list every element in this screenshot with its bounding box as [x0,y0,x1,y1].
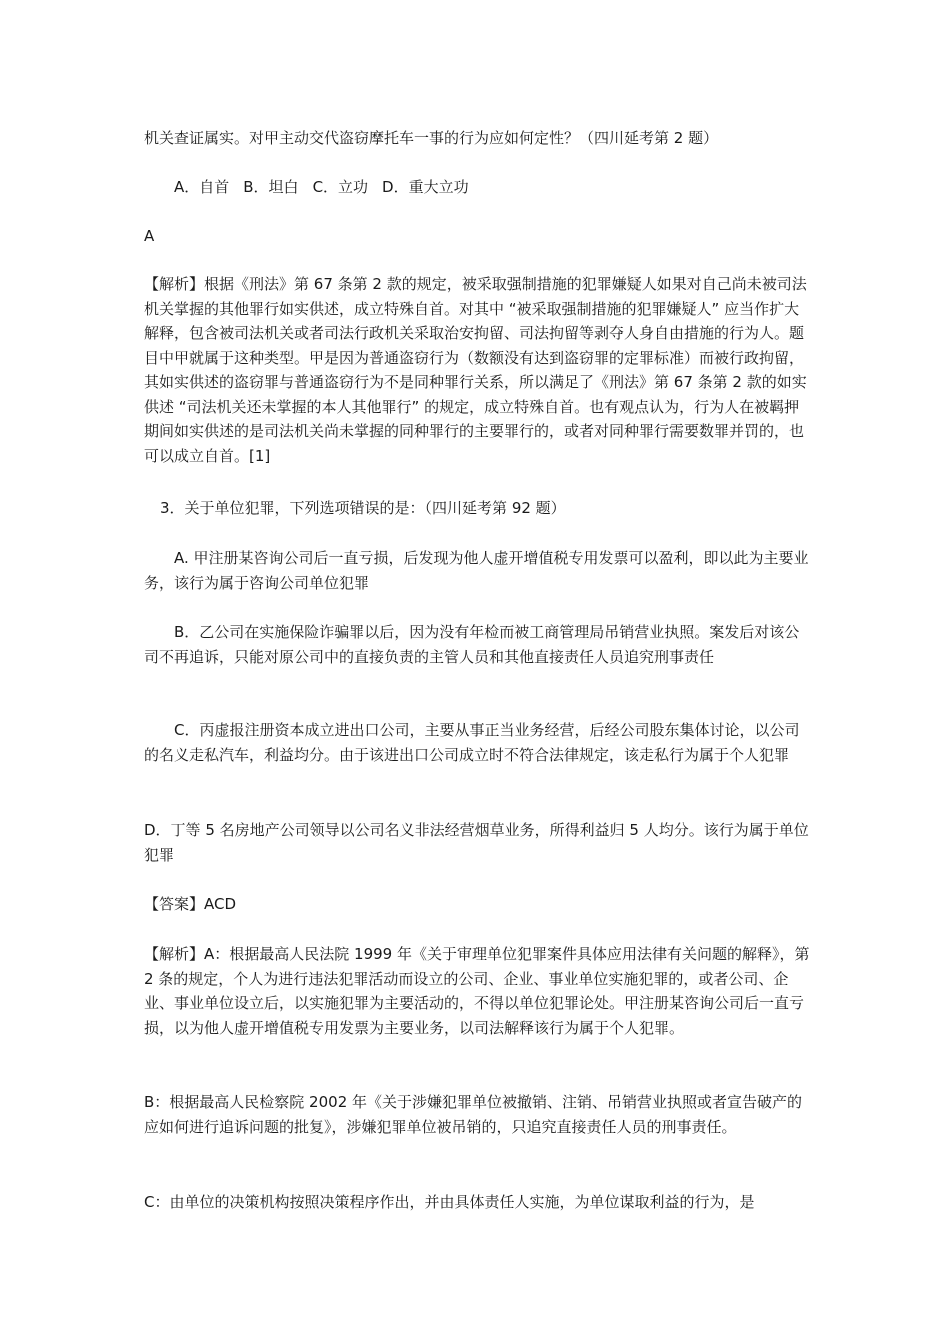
question-3-analysis-b: B：根据最高人民检察院 2002 年《关于涉嫌犯罪单位被撤销、注销、吊销营业执照或者宣告破产的应如何进行追诉问题的批复》，涉嫌犯罪单位被吊销的，只追究直接责任人员的刑事责任。 [144,1093,803,1136]
question-3-option-b: B．乙公司在实施保险诈骗罪以后，因为没有年检而被工商管理局吊销营业执照。案发后对该公司不再追诉，只能对原公司中的直接负责的主管人员和其他直接责任人员追究刑事责任 [144,623,800,666]
option-d: D．重大立功 [382,178,469,196]
question-3-analysis-c: C：由单位的决策机构按照决策程序作出，并由具体责任人实施，为单位谋取利益的行为，是 [144,1193,755,1211]
question-2-analysis: 【解析】根据《刑法》第 67 条第 2 款的规定，被采取强制措施的犯罪嫌疑人如果对自己尚未被司法机关掌握的其他罪行如实供述，成立特殊自首。对其中 “被采取强制措施的犯罪嫌疑人” 应当作扩大解释，包含被司法机关或者司法行政机关采取治安拘留、司法拘留等剥夺人身自由措施的行为人。题目中甲就属于这种类型。甲是因为普通盗窃行为（数额没有达到盗窃罪的定罪标准）而被行政拘留，其如实供述的盗窃罪与普通盗窃行为不是同种罪行关系，所以满足了《刑法》第 67 条第 2 款的如实供述 “司法机关还未掌握的本人其他罪行” 的规定，成立特殊自首。也有观点认为，行为人在被羁押期间如实供述的是司法机关尚未掌握的同种罪行的主要罪行的，或者对同种罪行需要数罪并罚的，也可以成立自首。[1] [144,275,807,465]
option-c: C．立功 [312,178,369,196]
question-2-answer: A [144,227,155,245]
question-3-answer: 【答案】ACD [144,895,237,913]
question-3-option-d: D．丁等 5 名房地产公司领导以公司名义非法经营烟草业务，所得利益归 5 人均分。该行为属于单位犯罪 [144,821,809,864]
question-2-options [174,175,842,200]
question-3-option-c: C．丙虚报注册资本成立进出口公司，主要从事正当业务经营，后经公司股东集体讨论，以公司的名义走私汽车，利益均分。由于该进出口公司成立时不符合法律规定，该走私行为属于个人犯罪 [144,721,800,764]
option-b: B．坦白 [243,178,299,196]
question-3-analysis-a: 【解析】A：根据最高人民法院 1999 年《关于审理单位犯罪案件具体应用法律有关问题的解释》，第 2 条的规定，个人为进行违法犯罪活动而设立的公司、企业、事业单位实施犯罪的，或者公司、企业、事业单位设立后，以实施犯罪为主要活动的，不得以单位犯罪论处。甲注册某咨询公司后一直亏损，以为他人虚开增值税专用发票为主要业务，以司法解释该行为属于个人犯罪。 [144,945,810,1037]
question-2-tail: 机关查证属实。对甲主动交代盗窃摩托车一事的行为应如何定性？（四川延考第 2 题） [144,129,719,147]
question-3-stem: 3．关于单位犯罪，下列选项错误的是：（四川延考第 92 题） [160,499,566,517]
question-3-option-a: A. 甲注册某咨询公司后一直亏损，后发现为他人虚开增值税专用发票可以盈利，即以此为主要业务，该行为属于咨询公司单位犯罪 [144,549,809,592]
option-a: A．自首 [174,178,230,196]
